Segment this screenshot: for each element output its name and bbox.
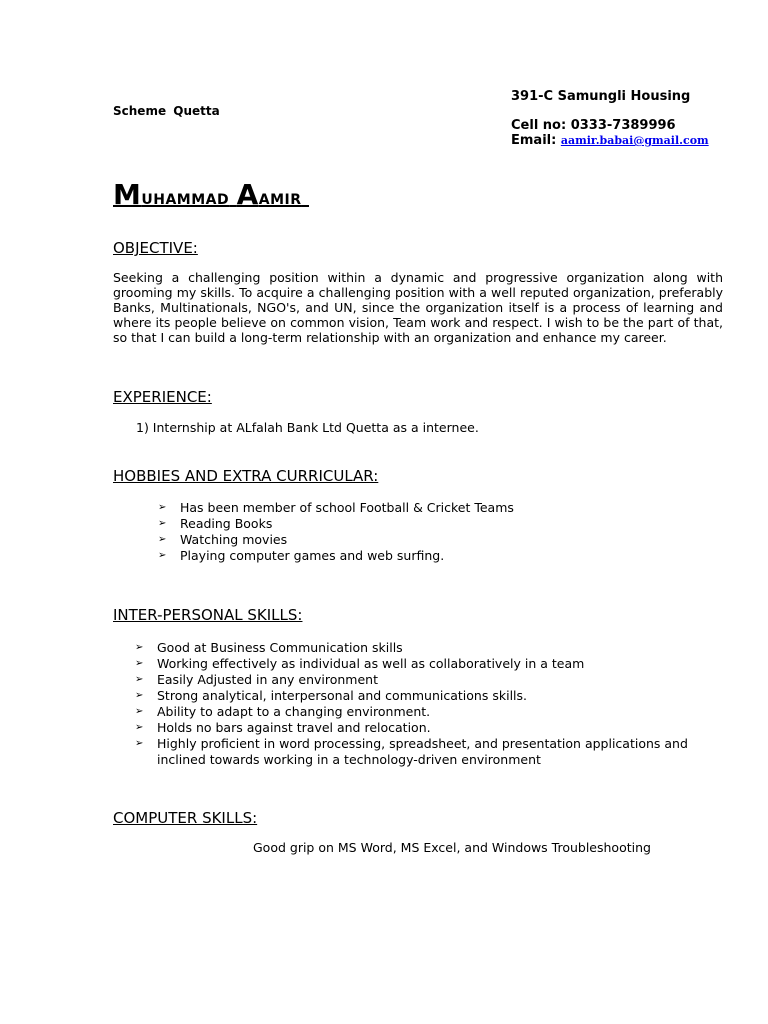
email-link[interactable]: aamir.babai@gmail.com <box>560 134 709 147</box>
address-line-1: 391-C Samungli Housing <box>511 89 691 104</box>
arrow-bullet-icon: ➢ <box>158 518 167 529</box>
experience-heading: EXPERIENCE: <box>113 388 212 406</box>
candidate-name <box>113 178 309 211</box>
skill-text: Holds no bars against travel and relocation. <box>157 720 431 735</box>
interpersonal-heading: INTER-PERSONAL SKILLS: <box>113 606 303 624</box>
name-first-initial: M <box>113 178 142 211</box>
skill-text: Ability to adapt to a changing environment. <box>157 704 431 719</box>
arrow-bullet-icon: ➢ <box>158 534 167 545</box>
cell-number: Cell no: 0333-7389996 <box>511 118 676 133</box>
arrow-bullet-icon: ➢ <box>135 690 144 701</box>
skill-text: Working effectively as individual as well as collaboratively in a team <box>157 656 585 671</box>
list-item <box>135 720 735 736</box>
name-last-initial: A <box>236 178 259 211</box>
address-line-2: Scheme Quetta <box>113 104 220 118</box>
list-item <box>135 736 735 768</box>
interpersonal-list <box>135 640 735 768</box>
arrow-bullet-icon: ➢ <box>158 550 167 561</box>
hobbies-list <box>158 500 514 564</box>
skill-text: Strong analytical, interpersonal and communications skills. <box>157 688 527 703</box>
experience-item: 1) Internship at ALfalah Bank Ltd Quetta as a internee. <box>136 420 479 435</box>
hobby-text: Reading Books <box>180 516 273 531</box>
hobby-text: Playing computer games and web surfing. <box>180 548 445 563</box>
list-item <box>158 548 514 564</box>
arrow-bullet-icon: ➢ <box>135 722 144 733</box>
list-item <box>158 500 514 516</box>
list-item <box>135 672 735 688</box>
objective-text: Seeking a challenging position within a dynamic and progressive organization along with grooming my skills. To acquire a challenging position with a well reputed organization, preferably Banks, Multinationals, NGO's, and UN, since the organization itself is a process of learning and where its people believe on common vision, Team work and respect. I wish to be the part of that, so that I can build a long-term relationship with an organization and enhance my career. <box>113 270 723 345</box>
hobby-text: Watching movies <box>180 532 288 547</box>
arrow-bullet-icon: ➢ <box>158 502 167 513</box>
list-item <box>158 532 514 548</box>
list-item <box>158 516 514 532</box>
list-item <box>135 704 735 720</box>
name-last-rest: amir <box>258 185 302 209</box>
computer-skills-text: Good grip on MS Word, MS Excel, and Windows Troubleshooting <box>253 840 651 855</box>
skill-text: Easily Adjusted in any environment <box>157 672 378 687</box>
email-label: Email: <box>511 133 557 148</box>
list-item <box>135 688 735 704</box>
skill-text: Highly proficient in word processing, spreadsheet, and presentation applications and inclined towards working in a technology-driven environment <box>157 736 688 767</box>
hobby-text: Has been member of school Football & Cricket Teams <box>180 500 514 515</box>
arrow-bullet-icon: ➢ <box>135 706 144 717</box>
name-first-rest: uhammad <box>141 185 230 209</box>
arrow-bullet-icon: ➢ <box>135 642 144 653</box>
skill-text: Good at Business Communication skills <box>157 640 403 655</box>
list-item <box>135 640 735 656</box>
hobbies-heading: HOBBIES AND EXTRA CURRICULAR: <box>113 467 379 485</box>
email-row <box>511 133 709 148</box>
arrow-bullet-icon: ➢ <box>135 738 144 749</box>
list-item <box>135 656 735 672</box>
objective-heading: OBJECTIVE: <box>113 239 198 257</box>
arrow-bullet-icon: ➢ <box>135 658 144 669</box>
arrow-bullet-icon: ➢ <box>135 674 144 685</box>
computer-skills-heading: COMPUTER SKILLS: <box>113 809 258 827</box>
